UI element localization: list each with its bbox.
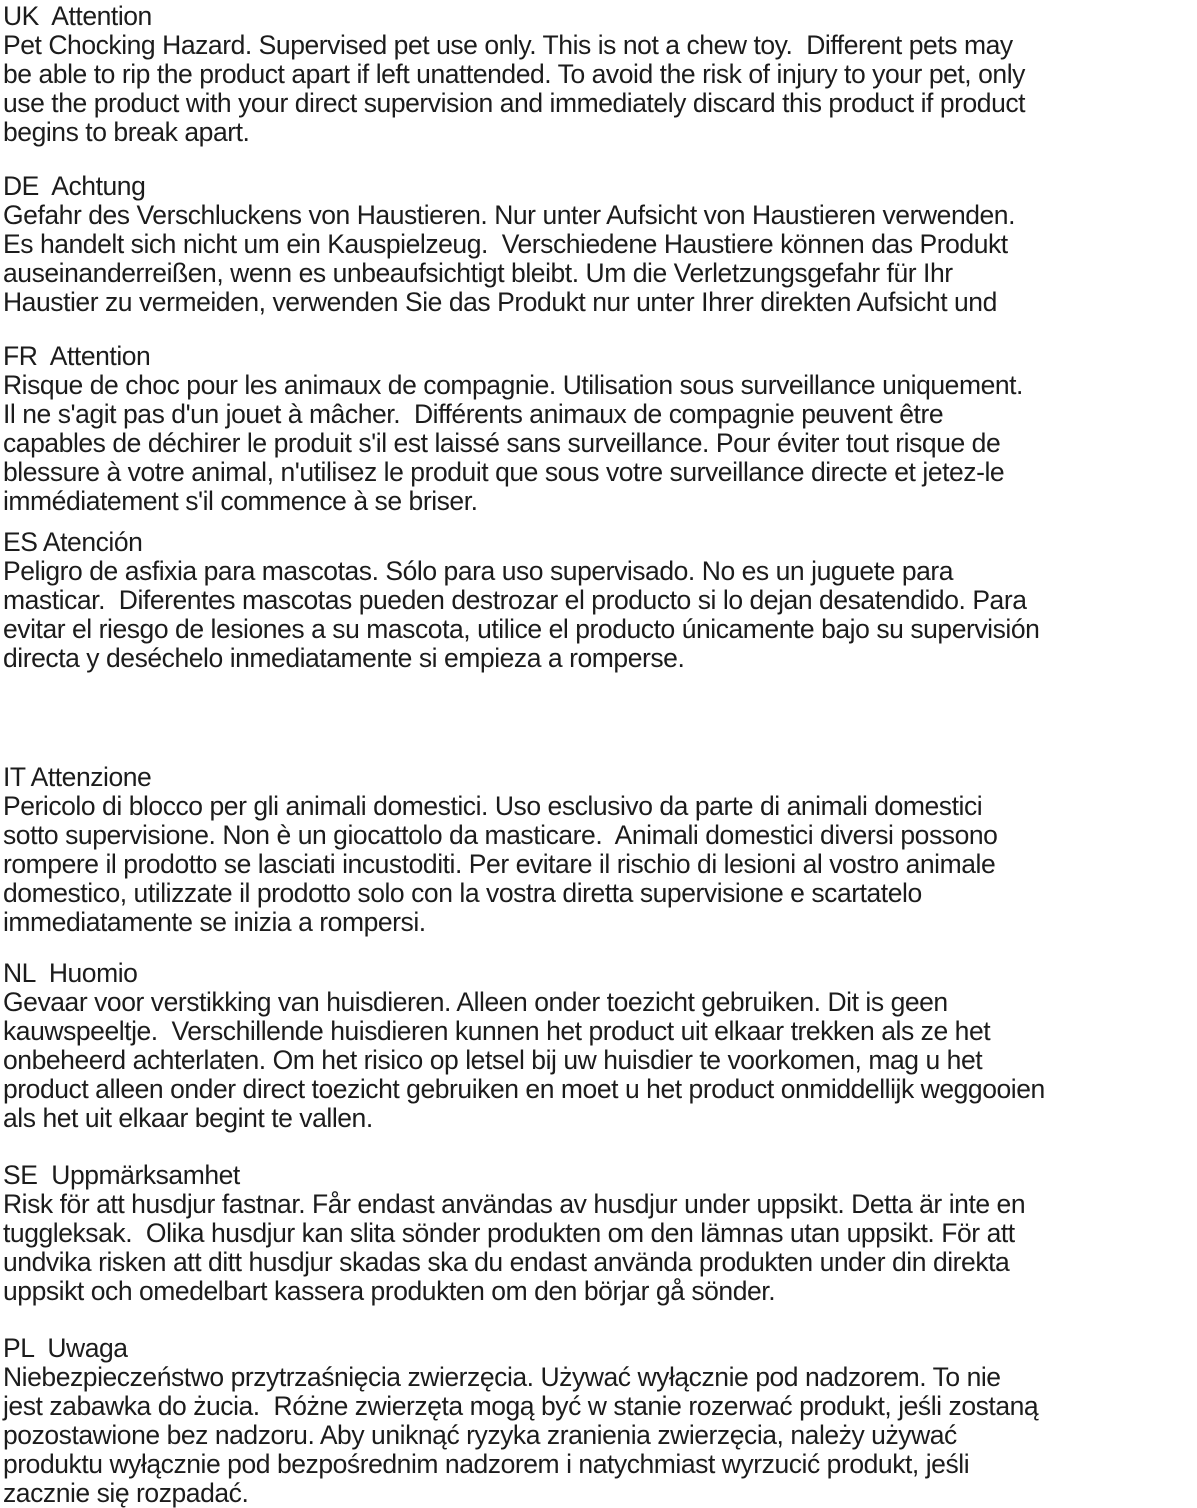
text-line: Risk för att husdjur fastnar. Får endast användas av husdjur under uppsikt. Detta är inte en — [3, 1189, 1026, 1219]
text-line: produktu wyłącznie pod bezpośrednim nadzorem i natychmiast wyrzucić produkt, jeśli — [3, 1449, 970, 1479]
section-header-es: ES Atención — [3, 527, 143, 557]
text-line: be able to rip the product apart if left unattended. To avoid the risk of injury to your pet, only — [3, 59, 1025, 89]
section-uk — [3, 2, 1197, 147]
text-line: rompere il prodotto se lasciati incustoditi. Per evitare il rischio di lesioni al vostro animale — [3, 849, 996, 879]
section-header-pl: PL Uwaga — [3, 1333, 128, 1363]
text-line: domestico, utilizzate il prodotto solo con la vostra diretta supervisione e scartatelo — [3, 878, 922, 908]
text-line: auseinanderreißen, wenn es unbeaufsichtigt bleibt. Um die Verletzungsgefahr für Ihr — [3, 258, 953, 288]
text-line: Pet Chocking Hazard. Supervised pet use only. This is not a chew toy. Different pets may — [3, 30, 1013, 60]
section-header-it: IT Attenzione — [3, 762, 152, 792]
section-de — [3, 172, 1197, 317]
text-line: zacznie się rozpadać. — [3, 1478, 249, 1508]
section-pl — [3, 1334, 1197, 1508]
text-line: immédiatement s'il commence à se briser. — [3, 486, 478, 516]
text-line: masticar. Diferentes mascotas pueden destrozar el producto si lo dejan desatendido. Para — [3, 585, 1027, 615]
text-line: Haustier zu vermeiden, verwenden Sie das Produkt nur unter Ihrer direkten Aufsicht und — [3, 287, 997, 317]
text-line: evitar el riesgo de lesiones a su mascota, utilice el producto únicamente bajo su supervisión — [3, 614, 1040, 644]
section-es — [3, 528, 1197, 673]
text-line: product alleen onder direct toezicht gebruiken en moet u het product onmiddellijk weggooien — [3, 1074, 1045, 1104]
section-header-uk: UK Attention — [3, 1, 152, 31]
text-line: onbeheerd achterlaten. Om het risico op letsel bij uw huisdier te voorkomen, mag u het — [3, 1045, 983, 1075]
text-line: Gevaar voor verstikking van huisdieren. Alleen onder toezicht gebruiken. Dit is geen — [3, 987, 948, 1017]
text-line: use the product with your direct supervision and immediately discard this product if product — [3, 88, 1026, 118]
text-line: capables de déchirer le produit s'il est laissé sans surveillance. Pour éviter tout risque de — [3, 428, 1001, 458]
text-line: tuggleksak. Olika husdjur kan slita sönder produkten om den lämnas utan uppsikt. För att — [3, 1218, 1015, 1248]
section-nl — [3, 959, 1197, 1133]
section-header-fr: FR Attention — [3, 341, 151, 371]
text-line: pozostawione bez nadzoru. Aby uniknąć ryzyka zranienia zwierzęcia, należy używać — [3, 1420, 957, 1450]
text-line: Il ne s'agit pas d'un jouet à mâcher. Différents animaux de compagnie peuvent être — [3, 399, 944, 429]
text-line: begins to break apart. — [3, 117, 250, 147]
section-header-nl: NL Huomio — [3, 958, 138, 988]
text-line: Gefahr des Verschluckens von Haustieren. Nur unter Aufsicht von Haustieren verwenden. — [3, 200, 1016, 230]
section-se — [3, 1161, 1197, 1306]
warning-document — [3, 2, 1197, 1508]
text-line: blessure à votre animal, n'utilisez le produit que sous votre surveillance directe et jetez-le — [3, 457, 1005, 487]
text-line: Pericolo di blocco per gli animali domestici. Uso esclusivo da parte di animali domestici — [3, 791, 983, 821]
text-line: uppsikt och omedelbart kassera produkten om den börjar gå sönder. — [3, 1276, 776, 1306]
text-line: Niebezpieczeństwo przytrzaśnięcia zwierzęcia. Używać wyłącznie pod nadzorem. To nie — [3, 1362, 1001, 1392]
section-it — [3, 763, 1197, 937]
section-header-de: DE Achtung — [3, 171, 146, 201]
text-line: kauwspeeltje. Verschillende huisdieren kunnen het product uit elkaar trekken als ze het — [3, 1016, 991, 1046]
text-line: immediatamente se inizia a rompersi. — [3, 907, 426, 937]
text-line: Es handelt sich nicht um ein Kauspielzeug. Verschiedene Haustiere können das Produkt — [3, 229, 1008, 259]
text-line: Risque de choc pour les animaux de compagnie. Utilisation sous surveillance uniquement. — [3, 370, 1023, 400]
text-line: sotto supervisione. Non è un giocattolo da masticare. Animali domestici diversi possono — [3, 820, 998, 850]
text-line: undvika risken att ditt husdjur skadas ska du endast använda produkten under din direkta — [3, 1247, 1010, 1277]
section-fr — [3, 342, 1197, 516]
text-line: Peligro de asfixia para mascotas. Sólo para uso supervisado. No es un juguete para — [3, 556, 954, 586]
text-line: jest zabawka do żucia. Różne zwierzęta mogą być w stanie rozerwać produkt, jeśli zostaną — [3, 1391, 1039, 1421]
text-line: directa y deséchelo inmediatamente si empieza a romperse. — [3, 643, 685, 673]
text-line: als het uit elkaar begint te vallen. — [3, 1103, 373, 1133]
section-header-se: SE Uppmärksamhet — [3, 1160, 240, 1190]
